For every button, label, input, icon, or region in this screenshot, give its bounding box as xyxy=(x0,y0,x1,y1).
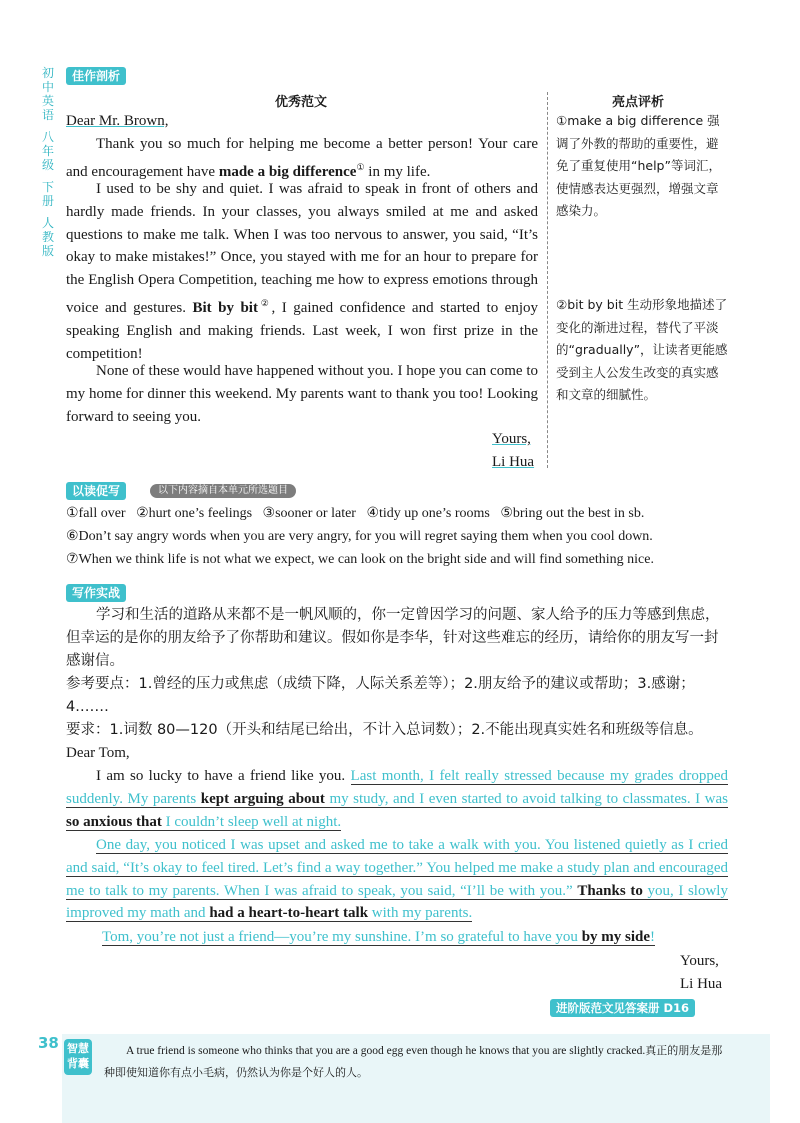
answer-paragraph-3 xyxy=(66,926,728,949)
model-p2-highlight: Bit by bit xyxy=(192,299,258,316)
sidebar-label xyxy=(38,66,58,258)
footer-quote xyxy=(104,1040,724,1084)
section-tag-practice: 写作实战 xyxy=(66,584,126,602)
model-greeting xyxy=(66,110,168,133)
sidebar-edition: 人教版 xyxy=(42,216,55,258)
sidebar-volume: 下册 xyxy=(42,180,55,208)
review-note-2: ②bit by bit 生动形象地描述了变化的渐进过程，替代了平淡的“gradually”，让读者更能感受到主人公发生改变的真实感和文章的细腻性。 xyxy=(556,297,728,402)
answer-p2-phrase-1: Thanks to xyxy=(577,882,643,899)
section-tag-analysis: 佳作剖析 xyxy=(66,67,126,85)
footer-quote-en: A true friend is someone who thinks that you are a good egg even though he knows that you are slightly cracked. xyxy=(126,1045,646,1057)
phrase-list-1: ①fall over ②hurt one’s feelings ③sooner or later ④tidy up one’s rooms ⑤bring out the best in sb. xyxy=(66,506,645,521)
footer-label: 智慧背囊 xyxy=(64,1039,92,1075)
task-requirements: 要求：1.词数 80—120（开头和结尾已给出，不计入总词数）；2.不能出现真实姓名和班级等信息。 xyxy=(66,722,703,738)
answer-paragraph-1 xyxy=(66,765,728,833)
answer-p2-text: One day, you noticed I was upset and asked me to take a walk with you. You listened quietly as I cried and said, “It’s okay to feel tired. Let’s find a way together.” You helped me make a study plan and encouraged me to talk to my parents. When I was afraid to speak, you said, “I’ll be with you.” xyxy=(66,837,728,899)
model-signature-text: Li Hua xyxy=(492,454,535,470)
answer-p1-text: Last month, I felt really stressed because my grades dropped suddenly. My parents xyxy=(66,768,729,807)
review-note-1: ①make a big difference 强调了外教的帮助的重要性，避免了重复使用“help”等词汇，使情感表达更强烈，增强文章感染力。 xyxy=(556,113,721,218)
answer-reference-badge: 进阶版范文见答案册 D16 xyxy=(550,999,695,1017)
answer-p2-end: with my parents. xyxy=(368,905,473,922)
model-signature xyxy=(492,451,534,474)
model-title: 优秀范文 xyxy=(275,95,328,110)
answer-p1-phrase-1: kept arguing about xyxy=(200,790,325,807)
section-tag-reading: 以读促写 xyxy=(66,482,126,500)
answer-closing: Yours, xyxy=(680,953,719,969)
review-title: 亮点评析 xyxy=(612,95,665,110)
model-p1-end: in my life. xyxy=(364,163,431,180)
model-paragraph-1: Thank you so much for helping me become a better person! Your care and encouragement have made a big difference① in my life. xyxy=(66,136,538,180)
answer-signature: Li Hua xyxy=(680,976,723,992)
model-p2-end: , I gained confidence and started to enjoy speaking English and making friends. Last week, I won first prize in the competition! xyxy=(66,299,539,362)
answer-p3-phrase: by my side xyxy=(581,929,651,945)
model-closing xyxy=(492,428,531,451)
sidebar-subject: 初中英语 xyxy=(42,66,55,122)
footer-quote-cn: 真正的朋友是那种即使知道你有点小毛病，仍然认为你是个好人的人。 xyxy=(104,1044,723,1079)
answer-p2-phrase-2: had a heart-to-heart talk xyxy=(209,905,369,922)
answer-p1-end: I couldn’t sleep well at night. xyxy=(161,813,342,830)
column-divider xyxy=(547,92,548,468)
answer-greeting: Dear Tom, xyxy=(66,745,130,761)
model-p1-text: Thank you so much for helping me become a better person! Your care and encouragement have xyxy=(66,136,538,180)
model-p2-text: I used to be shy and quiet. I was afraid to speak in front of others and hardly made friends. In your classes, you always smiled at me and asked questions to make me talk. When I was too nervous to answer, you said, “It’s okay to make mistakes!” Once, you stayed with me for an hour to prepare for the English Opera Competition, teaching me how to express emotions through voice and gestures. xyxy=(66,181,538,316)
answer-given-sentence: I am so lucky to have a friend like you. xyxy=(96,768,346,784)
answer-p3-end: ! xyxy=(650,929,656,945)
sidebar-grade: 八年级 xyxy=(42,130,55,172)
model-p1-highlight: made a big difference xyxy=(218,163,357,180)
task-prompt: 学习和生活的道路从来都不是一帆风顺的，你一定曾因学习的问题、家人给予的压力等感到焦虑，但幸运的是你的朋友给予了你帮助和建议。假如你是李华，针对这些难忘的经历，请给你的朋友写一封感谢信。 xyxy=(66,607,720,669)
answer-paragraph-2 xyxy=(66,834,728,925)
page-number: 38 xyxy=(38,1034,59,1052)
phrase-sentence-7: ⑦When we think life is not what we expect, we can look on the bright side and will find something nice. xyxy=(66,552,654,567)
answer-p1-mid: my study, and I even started to avoid talking to classmates. I was xyxy=(324,790,728,807)
task-points: 参考要点：1.曾经的压力或焦虑（成绩下降，人际关系差等）；2.朋友给予的建议或帮助；3.感谢；4.…… xyxy=(66,676,695,715)
answer-p1-phrase-2: so anxious that xyxy=(66,813,162,830)
answer-p2-mid: you, I slowly improved my math and xyxy=(66,882,728,922)
model-closing-text: Yours, xyxy=(492,431,531,447)
model-greeting-text: Dear Mr. Brown, xyxy=(66,113,169,129)
answer-p3-text: Tom, you’re not just a friend—you’re my sunshine. I’m so grateful to have you xyxy=(102,929,582,945)
phrase-sentence-6: ⑥Don’t say angry words when you are very angry, for you will regret saying them when you cool down. xyxy=(66,529,653,544)
model-paragraph-3: None of these would have happened without you. I hope you can come to my home for dinner this weekend. My parents want to thank you too! Looking forward to seeing you. xyxy=(66,363,538,425)
reading-note: 以下内容摘自本单元所选题目 xyxy=(150,484,296,498)
model-paragraph-2: I used to be shy and quiet. I was afraid to speak in front of others and hardly made friends. In your classes, you always smiled at me and asked questions to make me talk. When I was too nervous to answer, you said, “It’s okay to make mistakes!” Once, you stayed with me for an hour to prepare for the English Opera Competition, teaching me how to express emotions through voice and gestures. Bit by bit②, I gained confidence and started to enjoy speaking English and making friends. Last week, I won first prize in the competition! xyxy=(66,181,539,362)
